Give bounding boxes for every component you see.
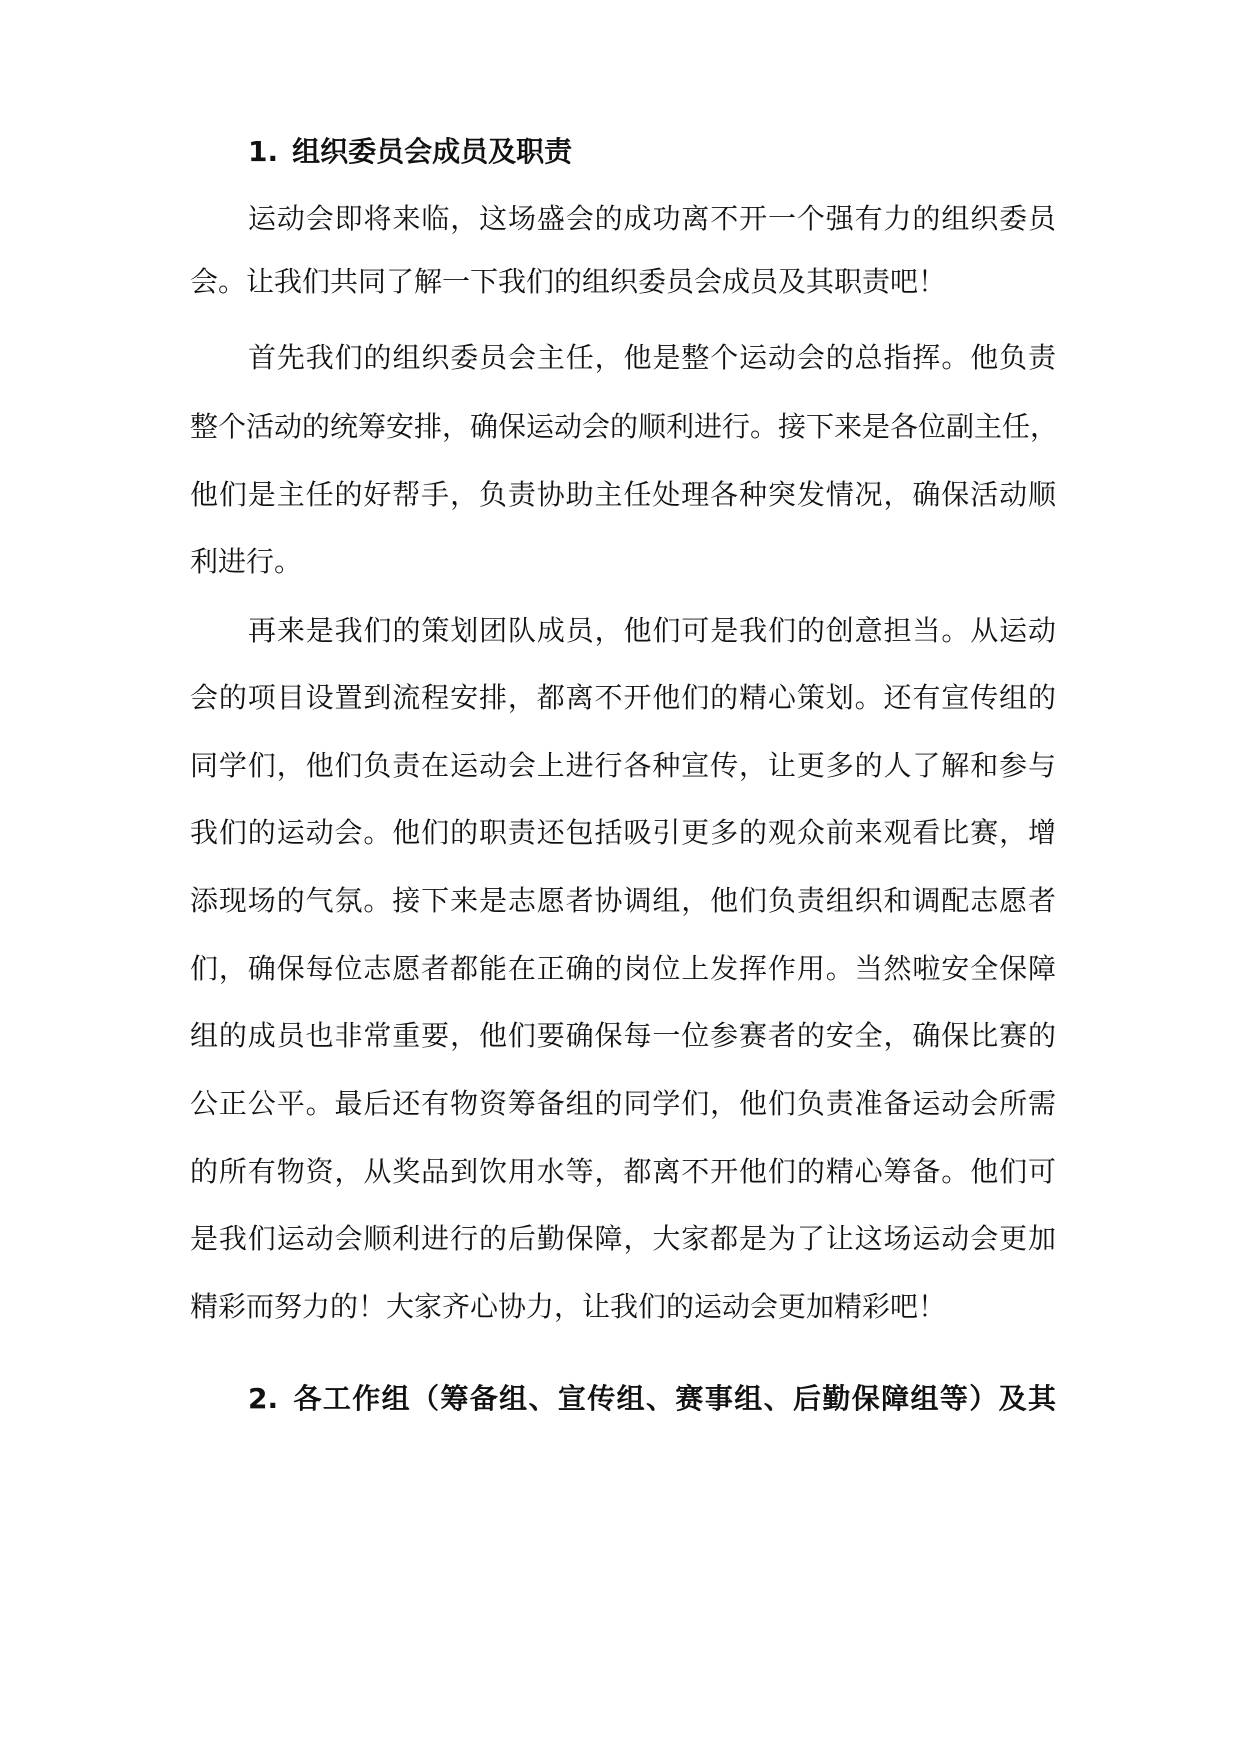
paragraph-line: 我们的运动会。他们的职责还包括吸引更多的观众前来观看比赛，增	[190, 816, 1056, 849]
paragraph-line: 运动会即将来临，这场盛会的成功离不开一个强有力的组织委员	[248, 202, 1056, 235]
paragraph-line: 首先我们的组织委员会主任，他是整个运动会的总指挥。他负责	[248, 341, 1056, 374]
section-heading-2	[248, 1379, 1056, 1419]
paragraph-line: 同学们，他们负责在运动会上进行各种宣传，让更多的人了解和参与	[190, 749, 1056, 782]
paragraph-line: 再来是我们的策划团队成员，他们可是我们的创意担当。从运动	[248, 614, 1056, 647]
section-number: 2.	[248, 1382, 279, 1415]
section-heading-1	[248, 132, 572, 172]
paragraph-line: 公正公平。最后还有物资筹备组的同学们，他们负责准备运动会所需	[190, 1087, 1056, 1120]
paragraph-line: 会的项目设置到流程安排，都离不开他们的精心策划。还有宣传组的	[190, 681, 1056, 714]
paragraph-line: 们，确保每位志愿者都能在正确的岗位上发挥作用。当然啦安全保障	[190, 952, 1056, 985]
paragraph-line: 会。让我们共同了解一下我们的组织委员会成员及其职责吧！	[190, 265, 947, 298]
paragraph-line: 利进行。	[190, 545, 303, 578]
paragraph-line: 他们是主任的好帮手，负责协助主任处理各种突发情况，确保活动顺	[190, 478, 1056, 511]
section-title: 组织委员会成员及职责	[292, 135, 573, 168]
paragraph-line: 组的成员也非常重要，他们要确保每一位参赛者的安全，确保比赛的	[190, 1019, 1056, 1052]
paragraph-line: 整个活动的统筹安排，确保运动会的顺利进行。接下来是各位副主任，	[190, 410, 1059, 443]
paragraph-line: 精彩而努力的！大家齐心协力，让我们的运动会更加精彩吧！	[190, 1290, 947, 1323]
section-number: 1.	[248, 135, 279, 168]
paragraph-line: 添现场的气氛。接下来是志愿者协调组，他们负责组织和调配志愿者	[190, 884, 1056, 917]
paragraph-line: 是我们运动会顺利进行的后勤保障，大家都是为了让这场运动会更加	[190, 1222, 1056, 1255]
paragraph-line: 的所有物资，从奖品到饮用水等，都离不开他们的精心筹备。他们可	[190, 1155, 1056, 1188]
section-title: 各工作组（筹备组、宣传组、赛事组、后勤保障组等）及其	[292, 1382, 1056, 1415]
